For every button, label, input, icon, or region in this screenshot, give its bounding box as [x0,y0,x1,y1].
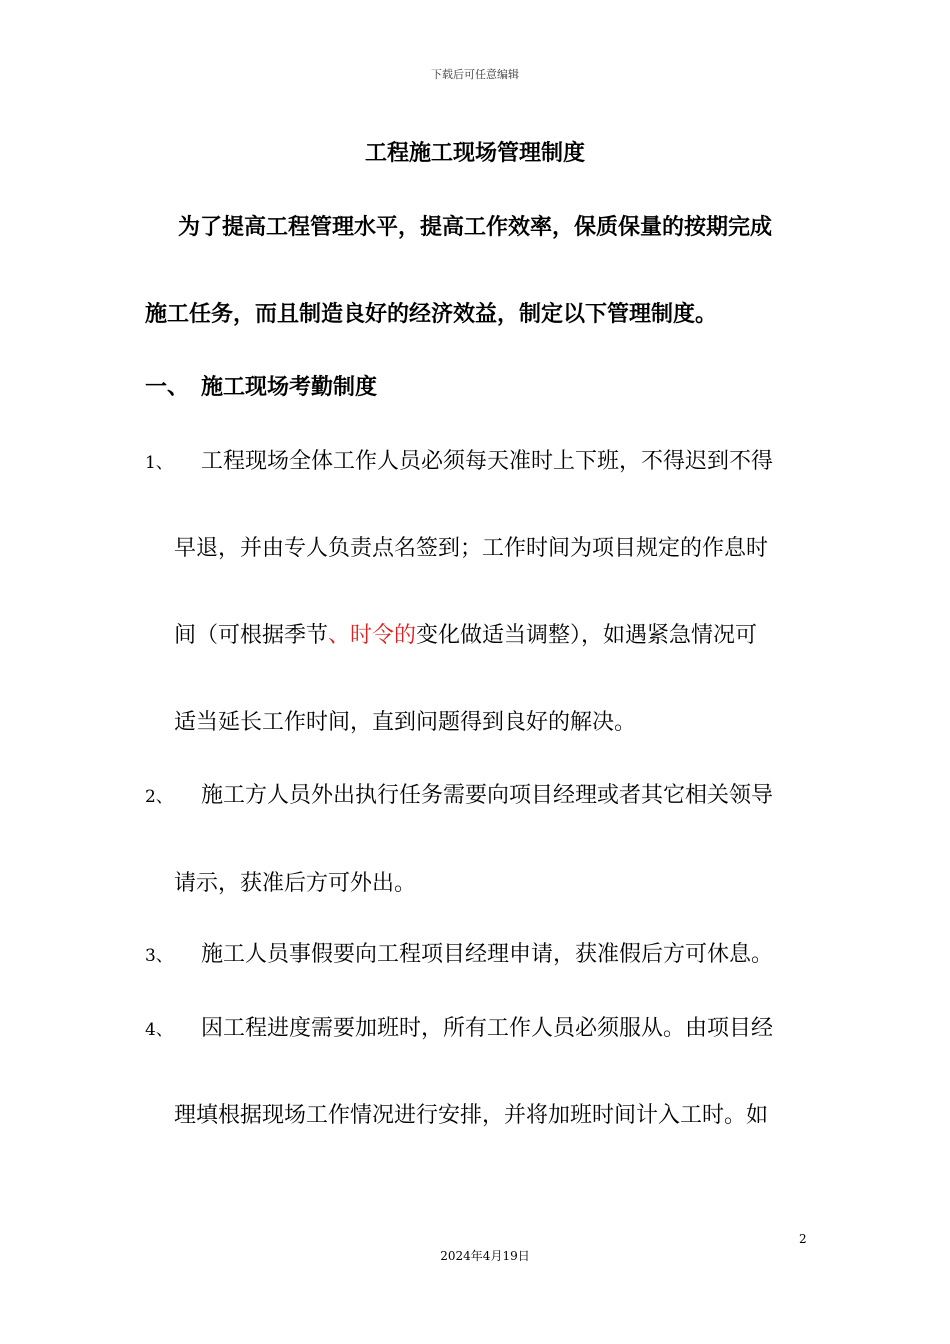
item-1-line-3 [174,618,757,649]
item-4-number: 4、 [145,1020,173,1040]
intro-line-2: 施工任务，而且制造良好的经济效益，制定以下管理制度。 [145,302,718,327]
item-4-line-1: 因工程进度需要加班时，所有工作人员必须服从。由项目经 [201,1016,774,1041]
intro-line-1: 为了提高工程管理水平，提高工作效率，保质保量的按期完成 [178,215,773,240]
page-header: 下载后可任意编辑 [431,68,519,81]
section-1-number: 一、 [145,375,190,400]
item-2-number: 2、 [145,787,173,807]
footer-date: 2024年4月19日 [440,1249,530,1263]
item-1-line-3-text-b: 变化做适当调整），如遇紧急情况可 [416,623,758,648]
item-4-line-2: 理填根据现场工作情况进行安排，并将加班时间计入工时。如 [174,1103,769,1128]
item-3-number: 3、 [145,946,173,966]
item-1-line-3-text-a: 间（可根据季节 [174,623,329,648]
document-title: 工程施工现场管理制度 [364,141,585,166]
item-1-line-2: 早退，并由专人负责点名签到；工作时间为项目规定的作息时 [174,536,769,561]
item-1-line-3-highlight: 、时令的 [328,623,417,648]
item-1-line-1: 工程现场全体工作人员必须每天准时上下班，不得迟到不得 [201,449,774,474]
item-1-line-4: 适当延长工作时间，直到问题得到良好的解决。 [174,710,637,735]
item-2-line-2: 请示，获准后方可外出。 [174,871,417,896]
section-1-title: 施工现场考勤制度 [201,375,378,400]
page-number: 2 [799,1232,807,1246]
item-2-line-1: 施工方人员外出执行任务需要向项目经理或者其它相关领导 [201,783,774,808]
item-3-line-1: 施工人员事假要向工程项目经理申请，获准假后方可休息。 [201,942,774,967]
item-1-number: 1、 [145,453,173,473]
